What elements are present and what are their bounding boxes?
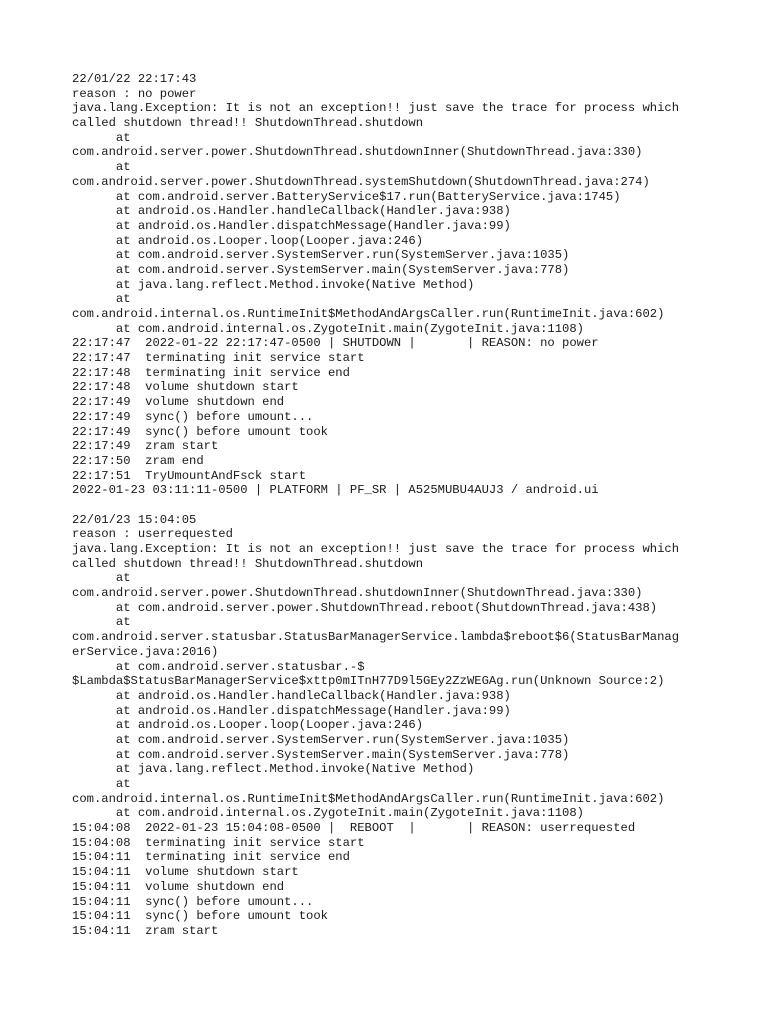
log-line: at — [72, 777, 131, 791]
log-line: com.android.internal.os.RuntimeInit$MethodAndArgsCaller.run(RuntimeInit.java:602) — [72, 307, 665, 321]
log-line: com.android.server.power.ShutdownThread.systemShutdown(ShutdownThread.java:274) — [72, 174, 650, 189]
log-line: 15:04:11 terminating init service end — [72, 850, 350, 865]
log-line: 22:17:48 terminating init service end — [72, 365, 350, 380]
log-line: 15:04:11 sync() before umount... — [72, 894, 314, 909]
log-line: 15:04:08 terminating init service start — [72, 835, 365, 850]
log-line: 22:17:47 2022-01-22 22:17:47-0500 | SHUTDOWN | | REASON: no power — [72, 336, 599, 351]
log-line: reason : userrequested — [72, 527, 233, 542]
log-line: 15:04:11 sync() before umount took — [72, 909, 328, 924]
log-line: java.lang.Exception: It is not an exception!! just save the trace for process which — [72, 101, 680, 116]
log-line: java.lang.Exception: It is not an exception!! just save the trace for process which — [72, 542, 680, 556]
block-separator — [72, 498, 732, 513]
log-line: at com.android.internal.os.ZygoteInit.main(ZygoteInit.java:1108) — [72, 806, 584, 821]
log-line: 22/01/22 22:17:43 — [72, 72, 197, 86]
log-line: at — [72, 571, 131, 586]
log-line: 22:17:49 sync() before umount... — [72, 409, 314, 424]
log-line: com.android.internal.os.RuntimeInit$MethodAndArgsCaller.run(RuntimeInit.java:602) — [72, 791, 665, 806]
log-line: 22/01/23 15:04:05 — [72, 512, 197, 527]
log-line: at com.android.server.statusbar.-$ — [72, 659, 365, 674]
log-line: erService.java:2016) — [72, 644, 219, 659]
log-line: at com.android.server.power.ShutdownThread.reboot(ShutdownThread.java:438) — [72, 600, 658, 615]
log-line: at com.android.server.SystemServer.main(SystemServer.java:778) — [72, 747, 570, 762]
log-line: at android.os.Handler.handleCallback(Handler.java:938) — [72, 688, 511, 703]
log-line: at — [72, 160, 131, 175]
log-line: 15:04:11 zram start — [72, 923, 219, 938]
log-line: called shutdown thread!! ShutdownThread.shutdown — [72, 116, 424, 131]
log-line: at — [72, 615, 131, 630]
log-line: 22:17:49 sync() before umount took — [72, 424, 328, 439]
log-line: at com.android.internal.os.ZygoteInit.main(ZygoteInit.java:1108) — [72, 321, 584, 336]
log-line: 22:17:48 volume shutdown start — [72, 380, 299, 395]
log-line: at — [72, 292, 131, 307]
log-line: com.android.server.statusbar.StatusBarManagerService.lambda$reboot$6(StatusBarManag — [72, 630, 680, 645]
log-line: at android.os.Looper.loop(Looper.java:246) — [72, 233, 424, 248]
log-line: at android.os.Handler.handleCallback(Handler.java:938) — [72, 204, 511, 219]
log-line: com.android.server.power.ShutdownThread.shutdownInner(ShutdownThread.java:330) — [72, 586, 643, 601]
log-line: 15:04:11 volume shutdown end — [72, 879, 285, 894]
log-line: at com.android.server.SystemServer.main(SystemServer.java:778) — [72, 262, 570, 277]
log-document — [72, 72, 732, 939]
log-block — [72, 72, 732, 498]
log-line: com.android.server.power.ShutdownThread.shutdownInner(ShutdownThread.java:330) — [72, 145, 643, 160]
log-line: reason : no power — [72, 86, 197, 101]
log-line: at com.android.server.BatteryService$17.run(BatteryService.java:1745) — [72, 189, 621, 204]
log-line: 15:04:08 2022-01-23 15:04:08-0500 | REBOOT | | REASON: userrequested — [72, 821, 636, 836]
log-line: 22:17:51 TryUmountAndFsck start — [72, 468, 307, 483]
log-line: at com.android.server.SystemServer.run(SystemServer.java:1035) — [72, 732, 570, 747]
log-line: 22:17:47 terminating init service start — [72, 351, 365, 366]
log-line: 2022-01-23 03:11:11-0500 | PLATFORM | PF_SR | A525MUBU4AUJ3 / android.ui — [72, 483, 599, 498]
log-block — [72, 513, 732, 939]
log-line: 22:17:49 volume shutdown end — [72, 395, 285, 410]
log-line: at java.lang.reflect.Method.invoke(Native Method) — [72, 277, 475, 292]
log-line: at android.os.Handler.dispatchMessage(Handler.java:99) — [72, 703, 511, 718]
log-line: $Lambda$StatusBarManagerService$xttp0mITnH77D9l5GEy2ZzWEGAg.run(Unknown Source:2) — [72, 674, 665, 689]
log-line: at com.android.server.SystemServer.run(SystemServer.java:1035) — [72, 248, 570, 263]
log-line: at android.os.Handler.dispatchMessage(Handler.java:99) — [72, 218, 511, 233]
log-line: at — [72, 130, 131, 145]
log-line: at java.lang.reflect.Method.invoke(Native Method) — [72, 762, 475, 777]
log-line: at android.os.Looper.loop(Looper.java:246) — [72, 718, 424, 733]
log-line: 22:17:49 zram start — [72, 439, 219, 454]
log-line: 22:17:50 zram end — [72, 453, 204, 468]
log-line: called shutdown thread!! ShutdownThread.shutdown — [72, 556, 424, 571]
log-line: 15:04:11 volume shutdown start — [72, 865, 299, 880]
